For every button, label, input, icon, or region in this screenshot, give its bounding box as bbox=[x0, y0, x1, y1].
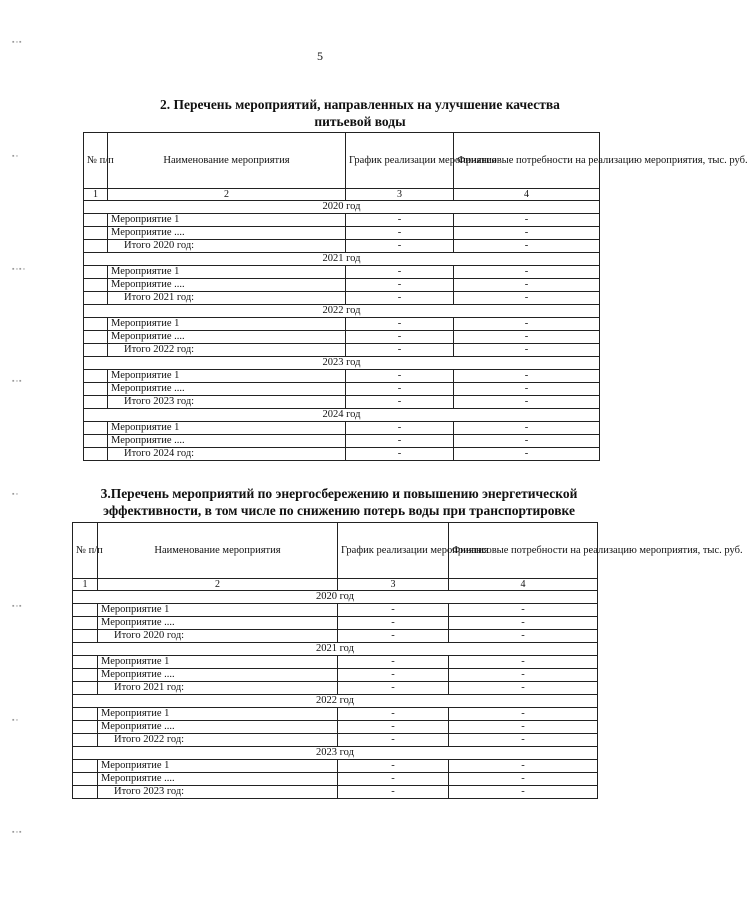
measure-name: Мероприятие 1 bbox=[108, 422, 346, 435]
measure-name: Мероприятие 1 bbox=[108, 214, 346, 227]
finance-value: - bbox=[454, 240, 600, 253]
measure-name: Мероприятие .... bbox=[108, 383, 346, 396]
margin-scan-mark: ▪▫ bbox=[12, 490, 19, 498]
margin-scan-mark: ▪▫▪ bbox=[12, 38, 23, 46]
column-header-schedule: График реализации мероприятия bbox=[338, 523, 449, 579]
margin-scan-mark: ▪▫▪▫ bbox=[12, 265, 26, 273]
table-row bbox=[73, 721, 598, 734]
finance-value: - bbox=[454, 344, 600, 357]
margin-scan-mark: ▪▫▪ bbox=[12, 377, 23, 385]
finance-value: - bbox=[454, 435, 600, 448]
finance-value: - bbox=[449, 604, 598, 617]
schedule-value: - bbox=[346, 422, 454, 435]
table-row bbox=[73, 630, 598, 643]
table-row bbox=[73, 734, 598, 747]
year-label: 2022 год bbox=[84, 305, 600, 318]
table-row bbox=[84, 279, 600, 292]
schedule-value: - bbox=[346, 240, 454, 253]
schedule-value: - bbox=[346, 383, 454, 396]
schedule-value: - bbox=[338, 630, 449, 643]
row-number-cell bbox=[84, 266, 108, 279]
measure-name: Итого 2022 год: bbox=[108, 344, 346, 357]
schedule-value: - bbox=[346, 435, 454, 448]
measure-name: Мероприятие 1 bbox=[108, 266, 346, 279]
margin-scan-mark: ▪▫▪ bbox=[12, 602, 23, 610]
measure-name: Итого 2021 год: bbox=[98, 682, 338, 695]
year-row bbox=[73, 695, 598, 708]
measure-name: Мероприятие 1 bbox=[98, 760, 338, 773]
schedule-value: - bbox=[346, 266, 454, 279]
finance-value: - bbox=[454, 448, 600, 461]
measure-name: Мероприятие .... bbox=[98, 773, 338, 786]
schedule-value: - bbox=[338, 617, 449, 630]
finance-value: - bbox=[454, 383, 600, 396]
schedule-value: - bbox=[338, 721, 449, 734]
year-row bbox=[73, 747, 598, 760]
table-row bbox=[84, 396, 600, 409]
column-header-finance: Финансовые потребности на реализацию мероприятия, тыс. руб. bbox=[454, 133, 600, 189]
measure-name: Мероприятие .... bbox=[108, 227, 346, 240]
table-row bbox=[73, 656, 598, 669]
finance-value: - bbox=[449, 630, 598, 643]
finance-value: - bbox=[454, 331, 600, 344]
finance-value: - bbox=[454, 266, 600, 279]
finance-value: - bbox=[449, 734, 598, 747]
year-row bbox=[73, 591, 598, 604]
finance-value: - bbox=[449, 669, 598, 682]
table-row bbox=[84, 344, 600, 357]
table-header-row bbox=[73, 523, 598, 579]
table-row bbox=[73, 760, 598, 773]
row-number-cell bbox=[84, 396, 108, 409]
schedule-value: - bbox=[346, 279, 454, 292]
row-number-cell bbox=[73, 630, 98, 643]
finance-value: - bbox=[449, 656, 598, 669]
schedule-value: - bbox=[338, 669, 449, 682]
measure-name: Итого 2023 год: bbox=[108, 396, 346, 409]
table-row bbox=[73, 617, 598, 630]
measure-name: Мероприятие .... bbox=[108, 435, 346, 448]
row-number-cell bbox=[73, 708, 98, 721]
measure-name: Итого 2020 год: bbox=[98, 630, 338, 643]
table-row bbox=[84, 448, 600, 461]
schedule-value: - bbox=[346, 227, 454, 240]
schedule-value: - bbox=[346, 370, 454, 383]
year-label: 2023 год bbox=[84, 357, 600, 370]
year-label: 2021 год bbox=[73, 643, 598, 656]
measure-name: Итого 2022 год: bbox=[98, 734, 338, 747]
measure-name: Итого 2021 год: bbox=[108, 292, 346, 305]
row-number-cell bbox=[73, 760, 98, 773]
row-number-cell bbox=[84, 383, 108, 396]
measure-name: Мероприятие 1 bbox=[98, 656, 338, 669]
finance-value: - bbox=[454, 396, 600, 409]
finance-value: - bbox=[454, 422, 600, 435]
table-row bbox=[84, 331, 600, 344]
measure-name: Мероприятие 1 bbox=[108, 370, 346, 383]
schedule-value: - bbox=[338, 656, 449, 669]
schedule-value: - bbox=[338, 682, 449, 695]
finance-value: - bbox=[454, 292, 600, 305]
finance-value: - bbox=[454, 279, 600, 292]
column-number: 2 bbox=[108, 189, 346, 201]
year-row bbox=[84, 305, 600, 318]
year-row bbox=[84, 201, 600, 214]
schedule-value: - bbox=[346, 214, 454, 227]
year-label: 2020 год bbox=[73, 591, 598, 604]
schedule-value: - bbox=[346, 344, 454, 357]
column-header-name: Наименование мероприятия bbox=[108, 133, 346, 189]
page-number: 5 bbox=[317, 49, 323, 63]
schedule-value: - bbox=[346, 396, 454, 409]
schedule-value: - bbox=[346, 318, 454, 331]
measure-name: Итого 2020 год: bbox=[108, 240, 346, 253]
measure-name: Мероприятие .... bbox=[98, 721, 338, 734]
schedule-value: - bbox=[338, 760, 449, 773]
year-label: 2023 год bbox=[73, 747, 598, 760]
measure-name: Мероприятие .... bbox=[108, 279, 346, 292]
section-title-water-quality: 2. Перечень мероприятий, направленных на улучшение качества питьевой воды bbox=[160, 97, 560, 129]
measure-name: Мероприятие .... bbox=[108, 331, 346, 344]
section-title-energy-saving: 3.Перечень мероприятий по энергосбережению и повышению энергетической эффективности, в том числе по снижению потерь воды при транспортировке bbox=[100, 486, 578, 518]
schedule-value: - bbox=[346, 292, 454, 305]
row-number-cell bbox=[84, 422, 108, 435]
row-number-cell bbox=[73, 773, 98, 786]
column-header-name: Наименование мероприятия bbox=[98, 523, 338, 579]
row-number-cell bbox=[84, 318, 108, 331]
finance-value: - bbox=[449, 708, 598, 721]
column-number: 3 bbox=[346, 189, 454, 201]
schedule-value: - bbox=[338, 604, 449, 617]
row-number-cell bbox=[84, 214, 108, 227]
row-number-cell bbox=[84, 227, 108, 240]
column-number: 4 bbox=[449, 579, 598, 591]
column-number: 4 bbox=[454, 189, 600, 201]
year-label: 2022 год bbox=[73, 695, 598, 708]
table-row bbox=[84, 227, 600, 240]
column-number: 2 bbox=[98, 579, 338, 591]
finance-value: - bbox=[454, 214, 600, 227]
row-number-cell bbox=[84, 331, 108, 344]
year-row bbox=[84, 409, 600, 422]
row-number-cell bbox=[73, 604, 98, 617]
row-number-cell bbox=[84, 292, 108, 305]
margin-scan-mark: ▪▫▪ bbox=[12, 828, 23, 836]
schedule-value: - bbox=[338, 708, 449, 721]
schedule-value: - bbox=[338, 773, 449, 786]
row-number-cell bbox=[73, 786, 98, 799]
schedule-value: - bbox=[338, 734, 449, 747]
finance-value: - bbox=[449, 773, 598, 786]
year-row bbox=[84, 253, 600, 266]
table-header-row bbox=[84, 133, 600, 189]
finance-value: - bbox=[454, 370, 600, 383]
finance-value: - bbox=[449, 617, 598, 630]
column-number: 1 bbox=[73, 579, 98, 591]
row-number-cell bbox=[73, 617, 98, 630]
finance-value: - bbox=[454, 227, 600, 240]
margin-scan-mark: ▪▫ bbox=[12, 716, 19, 724]
row-number-cell bbox=[84, 448, 108, 461]
row-number-cell bbox=[73, 734, 98, 747]
table-row bbox=[84, 292, 600, 305]
table-row bbox=[84, 240, 600, 253]
table-row bbox=[73, 682, 598, 695]
column-number: 3 bbox=[338, 579, 449, 591]
measure-name: Мероприятие 1 bbox=[108, 318, 346, 331]
row-number-cell bbox=[84, 435, 108, 448]
row-number-cell bbox=[73, 721, 98, 734]
table-row bbox=[84, 266, 600, 279]
table-row bbox=[73, 773, 598, 786]
measure-name: Мероприятие 1 bbox=[98, 604, 338, 617]
row-number-cell bbox=[84, 344, 108, 357]
measure-name: Мероприятие .... bbox=[98, 669, 338, 682]
finance-value: - bbox=[454, 318, 600, 331]
column-header-schedule: График реализации мероприятия bbox=[346, 133, 454, 189]
measure-name: Итого 2023 год: bbox=[98, 786, 338, 799]
schedule-value: - bbox=[346, 448, 454, 461]
energy-saving-measures-table bbox=[72, 522, 743, 799]
column-number-row bbox=[73, 579, 598, 591]
column-header-num: № п/п bbox=[73, 523, 98, 579]
table-row bbox=[84, 383, 600, 396]
table-row bbox=[73, 669, 598, 682]
year-row bbox=[84, 357, 600, 370]
table-row bbox=[84, 370, 600, 383]
water-quality-measures-table bbox=[83, 132, 748, 461]
schedule-value: - bbox=[338, 786, 449, 799]
finance-value: - bbox=[449, 760, 598, 773]
year-label: 2024 год bbox=[84, 409, 600, 422]
margin-scan-mark: ▪▫ bbox=[12, 152, 19, 160]
table-row bbox=[73, 786, 598, 799]
finance-value: - bbox=[449, 682, 598, 695]
measure-name: Итого 2024 год: bbox=[108, 448, 346, 461]
table-row bbox=[73, 604, 598, 617]
table-row bbox=[84, 422, 600, 435]
year-row bbox=[73, 643, 598, 656]
column-number-row bbox=[84, 189, 600, 201]
column-header-num: № п/п bbox=[84, 133, 108, 189]
row-number-cell bbox=[84, 370, 108, 383]
column-header-finance: Финансовые потребности на реализацию мероприятия, тыс. руб. bbox=[449, 523, 598, 579]
measure-name: Мероприятие 1 bbox=[98, 708, 338, 721]
row-number-cell bbox=[73, 669, 98, 682]
table-row bbox=[84, 318, 600, 331]
year-label: 2020 год bbox=[84, 201, 600, 214]
row-number-cell bbox=[73, 656, 98, 669]
row-number-cell bbox=[84, 240, 108, 253]
year-label: 2021 год bbox=[84, 253, 600, 266]
row-number-cell bbox=[84, 279, 108, 292]
schedule-value: - bbox=[346, 331, 454, 344]
table-row bbox=[84, 214, 600, 227]
column-number: 1 bbox=[84, 189, 108, 201]
finance-value: - bbox=[449, 786, 598, 799]
measure-name: Мероприятие .... bbox=[98, 617, 338, 630]
finance-value: - bbox=[449, 721, 598, 734]
table-row bbox=[73, 708, 598, 721]
row-number-cell bbox=[73, 682, 98, 695]
table-row bbox=[84, 435, 600, 448]
